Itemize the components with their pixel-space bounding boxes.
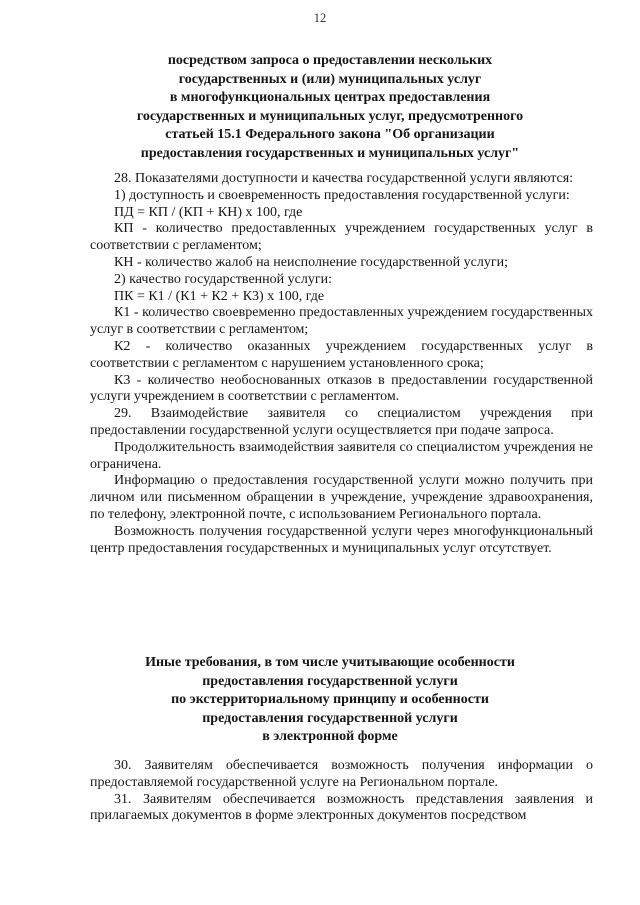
heading-line: предоставления государственной услуги <box>202 673 458 689</box>
heading-line: Иные требования, в том числе учитывающие особенности <box>145 655 515 670</box>
heading-line: в многофункциональных центрах предоставления <box>169 90 491 106</box>
paragraph: К1 - количество своевременно предоставленных учреждением государственных услуг в соответствии с регламентом; <box>90 305 593 338</box>
heading-line: предоставления государственных и муниципальных услуг" <box>140 145 520 161</box>
heading-line: статьей 15.1 Федерального закона "Об организации <box>165 127 495 143</box>
paragraph: 29. Взаимодействие заявителя со специалистом учреждения при предоставлении государственной услуги осуществляется при подаче запроса. <box>90 406 593 438</box>
heading-line: в электронной форме <box>262 729 398 745</box>
paragraph: КН - количество жалоб на неисполнение государственной услуги; <box>114 254 508 270</box>
heading-line: предоставления государственной услуги <box>202 710 458 726</box>
paragraph: Продолжительность взаимодействия заявителя со специалистом учреждения не ограничена. <box>90 439 593 472</box>
paragraph: К3 - количество необоснованных отказов в предоставлении государственной услуги учреждением в соответствии с регламентом. <box>90 372 593 405</box>
paragraph: КП - количество предоставленных учреждением государственных услуг в соответствии с регламентом; <box>90 221 593 254</box>
heading-line: государственных и (или) муниципальных услуг <box>178 71 482 87</box>
paragraph: К2 - количество оказанных учреждением государственных услуг в соответствии с регламентом с нарушением установленного срока; <box>90 338 593 371</box>
heading-line: государственных и муниципальных услуг, предусмотренного <box>136 108 524 124</box>
paragraph: Информацию о предоставления государственной услуги можно получить при личном или письменном обращении в учреждение, учреждение здравоохранения, по телефону, электронной почте, с использованием Регионального портала. <box>90 473 593 522</box>
body-section-2 <box>90 758 593 825</box>
body-section-1 <box>90 171 593 557</box>
section-heading-bottom <box>60 654 600 747</box>
paragraph: Возможность получения государственной услуги через многофункциональный центр предоставления государственных и муниципальных услуг отсутствует. <box>90 523 593 556</box>
heading-line: посредством запроса о предоставлении нескольких <box>167 53 493 68</box>
formula: ПД = КП / (КП + КН) x 100, где <box>114 204 303 220</box>
section-heading-top <box>60 52 600 164</box>
paragraph: 28. Показателями доступности и качества государственной услуги являются: <box>114 171 574 186</box>
page-number: 12 <box>313 11 327 25</box>
heading-line: по экстерриториальному принципу и особенности <box>171 692 489 708</box>
paragraph: 31. Заявителям обеспечивается возможность представления заявления и прилагаемых документов в форме электронных документов посредством <box>90 791 593 824</box>
paragraph: 2) качество государственной услуги: <box>114 271 332 287</box>
formula: ПК = К1 / (К1 + К2 + К3) x 100, где <box>114 288 325 304</box>
paragraph: 30. Заявителям обеспечивается возможность получения информации о предоставляемой государственной услуге на Региональном портале. <box>90 758 593 790</box>
paragraph: 1) доступность и своевременность предоставления государственной услуги: <box>114 187 570 203</box>
